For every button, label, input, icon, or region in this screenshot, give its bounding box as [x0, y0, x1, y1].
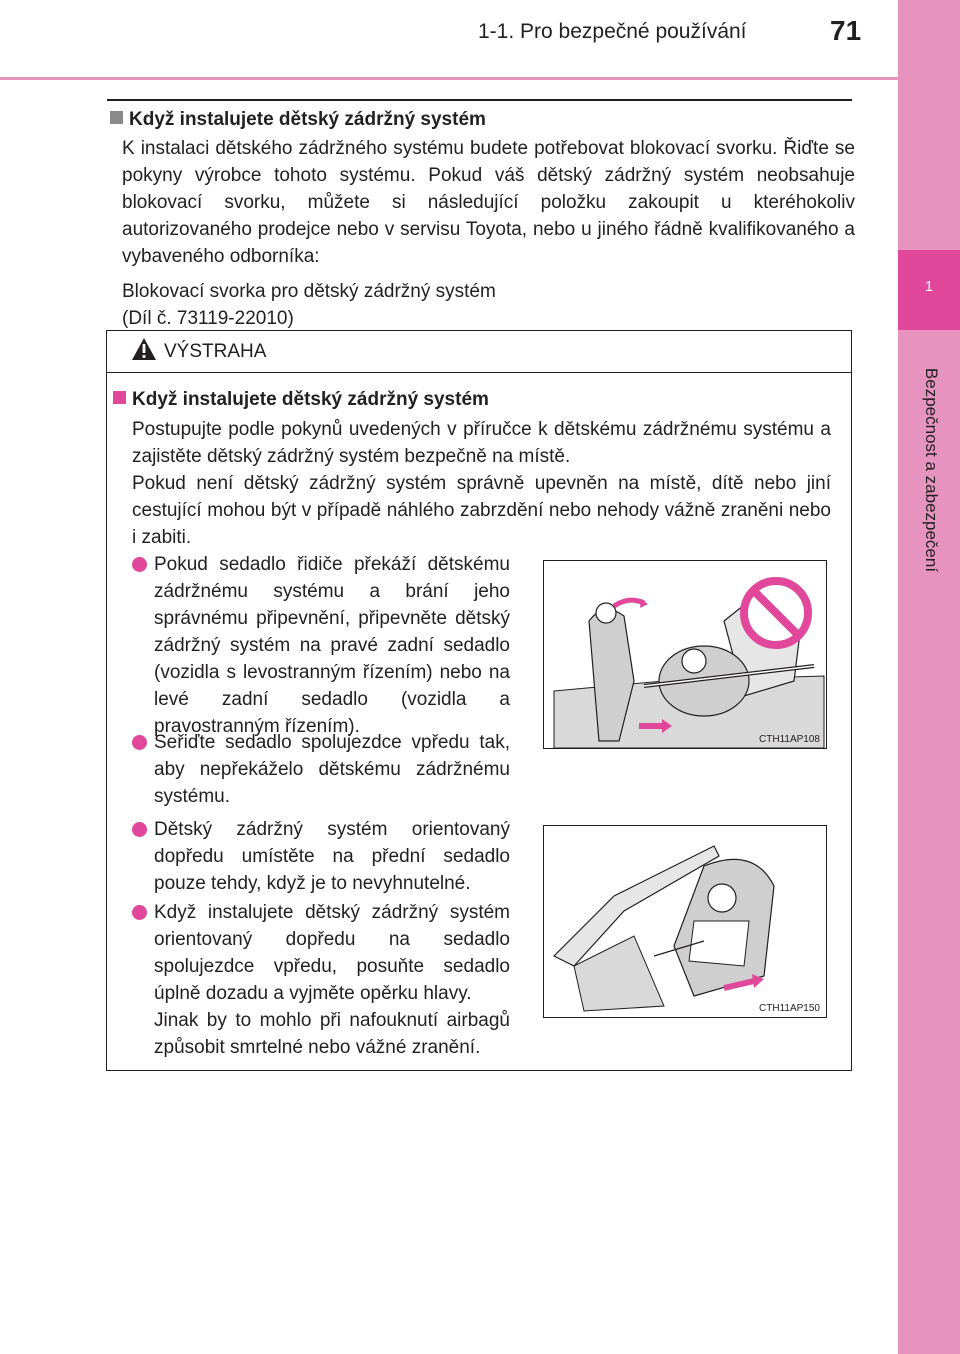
- section-paragraph: K instalaci dětského zádržného systému budete potřebovat blokovací svorku. Řiďte se pokyny výrobce tohoto systému. Pokud váš dětský zádržný systém neobsahuje blokovací svorku, můžete si následující položku zakoupit u kteréhokoliv autorizovaného prodejce nebo v servisu Toyota, nebo u jiného řádně kvalifikovaného a vybaveného odborníka:: [122, 138, 855, 267]
- part-line-2: (Díl č. 73119-22010): [122, 308, 294, 329]
- warning-header: [107, 331, 851, 373]
- figure-rear-seat-installation: [543, 560, 827, 749]
- bullet-text: Jinak by to mohlo při nafouknutí airbagů způsobit smrtelné nebo vážné zranění.: [154, 1010, 510, 1058]
- figure-front-seat-installation: [543, 825, 827, 1018]
- warning-heading-text: Když instalujete dětský zádržný systém: [132, 389, 489, 410]
- warning-body: [132, 416, 831, 551]
- header-rule: [0, 77, 898, 80]
- square-bullet-icon: [110, 111, 123, 124]
- bullet-item: [132, 899, 510, 1061]
- warning-paragraph-2: Pokud není dětský zádržný systém správně upevněn na místě, dítě nebo jiní cestující mohou být v případě náhlého zabrzdění nebo nehody vážně zraněni nebo i zabiti.: [132, 473, 831, 548]
- square-bullet-icon: [113, 391, 126, 404]
- front-seat-illustration: [544, 826, 826, 1017]
- install-section: [110, 109, 855, 332]
- warning-paragraph-1: Postupujte podle pokynů uvedených v příručce k dětskému zádržnému systému a zajistěte dětský zádržný systém bezpečně na místě.: [132, 419, 831, 467]
- chapter-title: Bezpečnost a zabezpečení: [922, 367, 941, 573]
- bullet-item: [132, 816, 510, 897]
- chapter-sidebar: [898, 0, 960, 1354]
- rear-seat-illustration: [544, 561, 826, 748]
- section-rule: [107, 99, 852, 101]
- header-section-title: 1-1. Pro bezpečné používání: [478, 20, 747, 43]
- pink-dot-icon: [132, 822, 147, 837]
- section-heading-text: Když instalujete dětský zádržný systém: [129, 109, 486, 130]
- bullet-text: Pokud sedadlo řidiče překáží dětskému zádržnému systému a brání jeho správnému připevnění, připevněte dětský zádržný systém na pravé zadní sedadlo (vozidla s levostranným řízením) nebo na levé zadní sedadlo (vozidla a pravostranným řízením).: [154, 554, 510, 737]
- warning-triangle-icon: [131, 337, 157, 361]
- bullet-text: Když instalujete dětský zádržný systém orientovaný dopředu na sedadlo spolujezdce vpředu, posuňte sedadlo úplně dozadu a vyjměte opěrku hlavy.: [154, 902, 510, 1004]
- warning-heading: [107, 389, 851, 411]
- bullet-text: Seřiďte sedadlo spolujezdce vpředu tak, aby nepřekáželo dětskému zádržnému systému.: [154, 732, 510, 807]
- warning-title: VÝSTRAHA: [164, 341, 267, 362]
- section-body: [122, 135, 855, 332]
- pink-dot-icon: [132, 735, 147, 750]
- warning-box: [106, 330, 852, 1071]
- chapter-number: 1: [924, 278, 934, 295]
- part-info: [122, 278, 855, 332]
- bullet-item: [132, 729, 510, 810]
- part-line-1: Blokovací svorka pro dětský zádržný systém: [122, 281, 496, 302]
- bullet-text: Dětský zádržný systém orientovaný dopředu umístěte na přední sedadlo pouze tehdy, když je to nevyhnutelné.: [154, 819, 510, 894]
- bullet-item: [132, 551, 510, 740]
- pink-dot-icon: [132, 557, 147, 572]
- figure-code: CTH11AP108: [759, 734, 820, 745]
- section-heading: [110, 109, 855, 131]
- chapter-tab[interactable]: [898, 250, 960, 330]
- pink-dot-icon: [132, 905, 147, 920]
- warning-section: [107, 389, 851, 551]
- figure-code: CTH11AP150: [759, 1003, 820, 1014]
- page-number: 71: [830, 15, 862, 46]
